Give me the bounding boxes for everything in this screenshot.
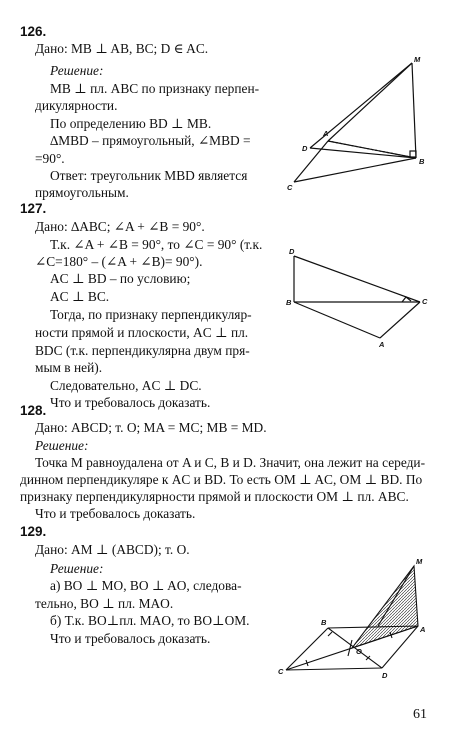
problem-129-text: б) Т.к. BO⊥пл. MAO, то BO⊥OM. xyxy=(50,613,250,628)
problem-128-number: 128. xyxy=(20,403,47,418)
problem-126-text: прямоугольным. xyxy=(35,185,129,200)
page-number: 61 xyxy=(413,707,427,722)
problem-127-text: ности прямой и плоскости, AC ⊥ пл. xyxy=(35,325,249,340)
label-A: A xyxy=(420,625,426,634)
problem-128-text: Точка M равноудалена от A и C, B и D. Значит, она лежит на середи- xyxy=(35,455,426,470)
problem-129-text: а) BO ⊥ MO, BO ⊥ AO, следова- xyxy=(50,578,242,593)
problem-127-text: BDC (т.к. перпендикулярна двум пря- xyxy=(35,343,250,358)
problem-126-solution-heading: Решение: xyxy=(50,63,104,78)
label-C: C xyxy=(422,297,428,306)
label-C: C xyxy=(278,667,284,676)
problem-126-text: По определению BD ⊥ MB. xyxy=(50,116,212,131)
problem-127-text: Следовательно, AC ⊥ DC. xyxy=(50,378,202,393)
label-A: A xyxy=(379,340,385,349)
label-D: D xyxy=(289,247,295,256)
problem-127-text: Т.к. ∠A + ∠B = 90°, то ∠C = 90° (т.к. xyxy=(50,237,263,252)
problem-126-text: ∆MBD – прямоугольный, ∠MBD = xyxy=(50,133,251,148)
label-C: C xyxy=(287,183,293,192)
problem-126-text: дикулярности. xyxy=(35,98,118,113)
problem-127-text: AC ⊥ BC. xyxy=(50,289,110,304)
problem-127-figure xyxy=(282,246,442,354)
problem-128-given: Дано: ABCD; т. O; MA = MC; MB = MD. xyxy=(35,420,267,435)
problem-127-text: Что и требовалось доказать. xyxy=(50,395,211,410)
problem-129-solution-heading: Решение: xyxy=(50,561,104,576)
label-B: B xyxy=(286,298,292,307)
problem-128-solution-heading: Решение: xyxy=(35,438,89,453)
problem-128-text: динном перпендикуляре к AC и BD. То есть OM ⊥ AC, OM ⊥ BD. По xyxy=(20,472,423,487)
problem-126-figure xyxy=(282,48,442,200)
label-D: D xyxy=(382,671,388,680)
problem-129-number: 129. xyxy=(20,524,47,539)
problem-127-number: 127. xyxy=(20,201,47,216)
problem-128-text: Что и требовалось доказать. xyxy=(35,506,196,521)
label-M: M xyxy=(416,557,423,566)
problem-127-text: Тогда, по признаку перпендикуляр- xyxy=(50,307,252,322)
label-A: A xyxy=(323,129,329,138)
problem-129-figure xyxy=(278,556,444,684)
problem-126-given: Дано: MB ⊥ AB, BC; D ∈ AC. xyxy=(35,41,209,56)
problem-127-text: мым в ней). xyxy=(35,360,103,375)
label-D: D xyxy=(302,144,308,153)
problem-126-text: =90°. xyxy=(35,151,65,166)
label-B: B xyxy=(321,618,327,627)
problem-129-text: тельно, BO ⊥ пл. MAO. xyxy=(35,596,174,611)
problem-127-given: Дано: ∆ABC; ∠A + ∠B = 90°. xyxy=(35,219,205,234)
problem-127-text: ∠C=180° – (∠A + ∠B)= 90°). xyxy=(35,254,203,269)
problem-127-text: AC ⊥ BD – по условию; xyxy=(50,271,191,286)
problem-128-text: признаку перпендикулярности прямой и плоскости OM ⊥ пл. ABC. xyxy=(20,489,409,504)
problem-126-number: 126. xyxy=(20,24,47,39)
label-M: M xyxy=(414,55,421,64)
problem-126-text: MB ⊥ пл. ABC по признаку перпен- xyxy=(50,81,260,96)
label-O: O xyxy=(356,647,362,656)
problem-129-text: Что и требовалось доказать. xyxy=(50,631,211,646)
problem-129-given: Дано: AM ⊥ (ABCD); т. O. xyxy=(35,542,190,557)
problem-126-text: Ответ: треугольник MBD является xyxy=(50,168,248,183)
label-B: B xyxy=(419,157,425,166)
